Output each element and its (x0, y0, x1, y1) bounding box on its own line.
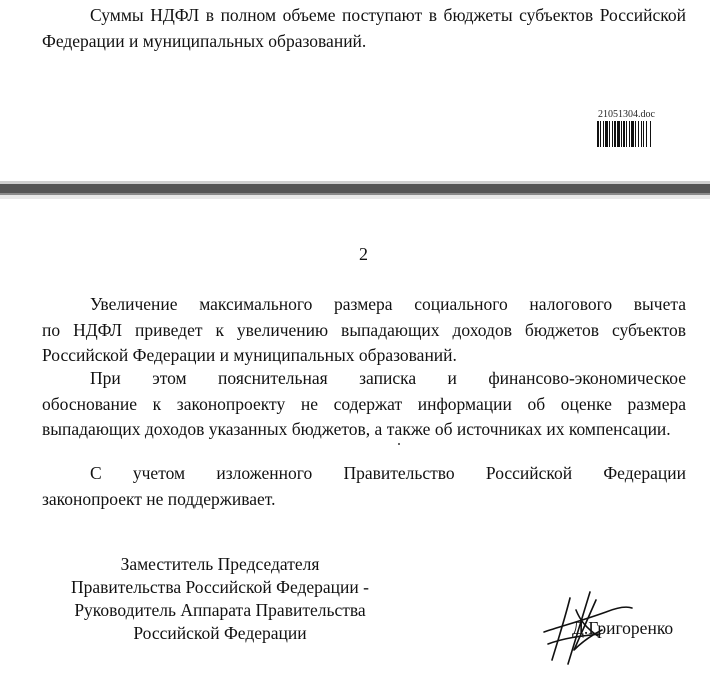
paragraph-rest: обоснование к законопроекту не содержат информации об оценке размера выпадающих доходов указанных бюджетов, а также об источниках их компенсации. (42, 393, 686, 439)
paragraph-explanatory-note (42, 366, 686, 443)
barcode-bar (638, 121, 639, 147)
paragraph-first-line: При этом пояснительная записка и финансово-экономическое (90, 368, 686, 388)
document-filename: 21051304.doc (598, 109, 655, 120)
barcode-bar (646, 121, 647, 147)
barcode-bar (612, 121, 613, 147)
barcode-bar (641, 121, 642, 147)
barcode-bar (621, 121, 622, 147)
paragraph-budget-revenue (42, 3, 686, 54)
paragraph-first-line: Увеличение максимального размера социального налогового вычета (90, 294, 686, 314)
page-separator (0, 181, 710, 199)
scan-artifact (398, 443, 400, 445)
barcode-bar (631, 121, 634, 147)
paragraph-tax-deduction (42, 292, 686, 369)
signatory-title-line: Российской Федерации (133, 623, 307, 643)
barcode-icon (597, 121, 667, 147)
barcode-bar (643, 121, 644, 147)
signatory-title-line: Заместитель Председателя (120, 554, 320, 574)
paragraph-text: Суммы НДФЛ в полном объеме поступают в бюджеты субъектов Российской Федерации и муниципальных образований. (42, 5, 686, 51)
paragraph-rest: законопроект не поддерживает. (42, 488, 276, 509)
signatory-title-line: Правительства Российской Федерации - (71, 577, 369, 597)
paragraph-rest: по НДФЛ приведет к увеличению выпадающих доходов бюджетов субъектов Российской Федерации и муниципальных образований. (42, 319, 686, 365)
barcode-bar (605, 121, 608, 147)
barcode-bar (609, 121, 610, 147)
signatory-title-line: Руководитель Аппарата Правительства (74, 600, 366, 620)
barcode-bar (635, 121, 636, 147)
barcode-bar (600, 121, 601, 147)
barcode-bar (614, 121, 616, 147)
signatory-title (40, 553, 400, 645)
page-number: 2 (359, 244, 368, 264)
signer-name: Д.Григоренко (572, 618, 674, 638)
barcode-bar (597, 121, 599, 147)
paragraph-conclusion (42, 461, 686, 512)
barcode-bar (626, 121, 627, 147)
barcode-bar (603, 121, 604, 147)
paragraph-first-line: С учетом изложенного Правительство Российской Федерации (90, 463, 686, 483)
barcode-bar (623, 121, 625, 147)
barcode-bar (629, 121, 630, 147)
barcode-bar (650, 121, 651, 147)
barcode-bar (617, 121, 620, 147)
